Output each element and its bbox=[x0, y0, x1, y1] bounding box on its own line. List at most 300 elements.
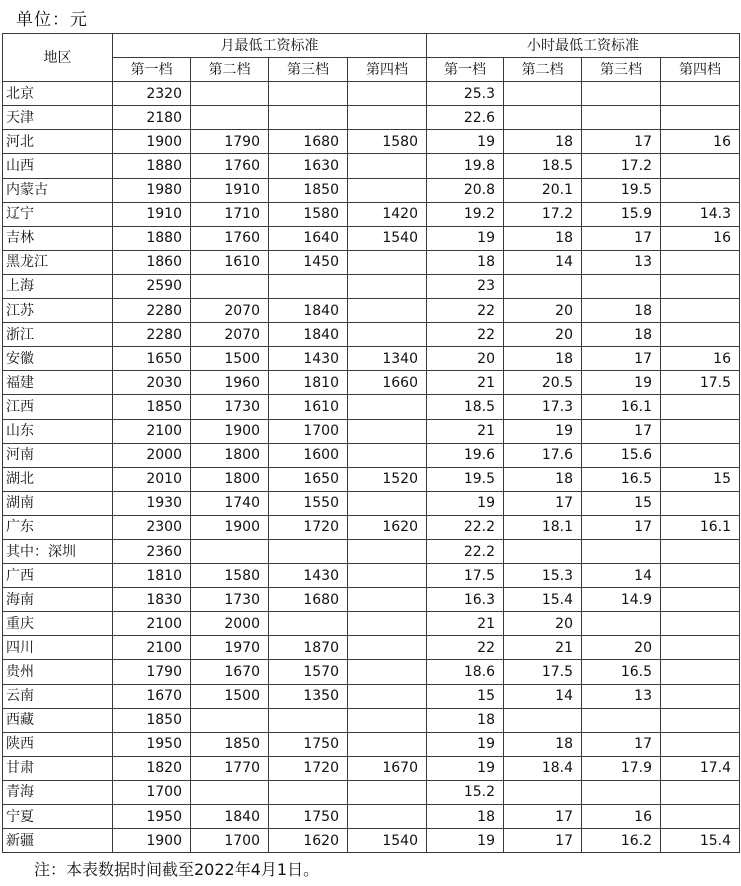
hourly-tier-4-cell bbox=[661, 684, 740, 708]
region-cell: 江苏 bbox=[3, 299, 113, 323]
hourly-tier-1-cell: 23 bbox=[427, 274, 504, 298]
hourly-tier-1-cell: 16.3 bbox=[427, 588, 504, 612]
region-column-header: 地区 bbox=[3, 34, 113, 82]
hourly-tier-4-cell: 16 bbox=[661, 347, 740, 371]
hourly-tier-3-cell: 16.5 bbox=[582, 467, 661, 491]
region-cell: 河北 bbox=[3, 130, 113, 154]
table-row bbox=[3, 829, 740, 853]
hourly-tier-2-cell: 17 bbox=[504, 805, 582, 829]
hourly-tier-4-cell bbox=[661, 564, 740, 588]
hourly-tier-2-cell bbox=[504, 274, 582, 298]
monthly-tier-1-cell: 1900 bbox=[113, 829, 191, 853]
hourly-tier-4-cell bbox=[661, 250, 740, 274]
unit-label: 单位：元 bbox=[16, 10, 88, 30]
region-cell: 广东 bbox=[3, 515, 113, 539]
hourly-tier-3-cell: 17.2 bbox=[582, 154, 661, 178]
table-row bbox=[3, 154, 740, 178]
hourly-tier-1-cell: 19 bbox=[427, 491, 504, 515]
hourly-tier-1-cell: 20 bbox=[427, 347, 504, 371]
table-row bbox=[3, 805, 740, 829]
monthly-tier-2-cell: 1800 bbox=[191, 467, 269, 491]
hourly-tier-2-cell bbox=[504, 82, 582, 106]
hourly-tier-2-cell: 17.5 bbox=[504, 660, 582, 684]
monthly-tier-1-cell: 2280 bbox=[113, 323, 191, 347]
monthly-tier-1-cell: 1950 bbox=[113, 732, 191, 756]
hourly-tier-1-cell: 22 bbox=[427, 299, 504, 323]
hourly-tier-4-cell bbox=[661, 780, 740, 804]
monthly-tier-3-cell: 1720 bbox=[269, 515, 348, 539]
hourly-tier-1-cell: 18 bbox=[427, 250, 504, 274]
monthly-tier-2-cell: 1800 bbox=[191, 443, 269, 467]
footnote: 注：本表数据时间截至2022年4月1日。 bbox=[34, 860, 320, 879]
monthly-tier-4-cell bbox=[348, 323, 427, 347]
monthly-tier-1-cell: 1850 bbox=[113, 708, 191, 732]
hourly-tier-2-cell: 17.6 bbox=[504, 443, 582, 467]
hourly-tier-3-cell: 14.9 bbox=[582, 588, 661, 612]
monthly-tier-3-cell bbox=[269, 780, 348, 804]
hourly-tier-3-cell: 17 bbox=[582, 226, 661, 250]
monthly-tier-4-cell bbox=[348, 274, 427, 298]
region-cell: 内蒙古 bbox=[3, 178, 113, 202]
hourly-tier-1-cell: 22.2 bbox=[427, 539, 504, 563]
hourly-tier-2-cell: 14 bbox=[504, 684, 582, 708]
table-row bbox=[3, 202, 740, 226]
region-cell: 天津 bbox=[3, 106, 113, 130]
table-body bbox=[3, 82, 740, 853]
monthly-tier-2-cell: 2070 bbox=[191, 299, 269, 323]
hourly-tier-4-cell: 15.4 bbox=[661, 829, 740, 853]
monthly-tier-1-cell: 1850 bbox=[113, 395, 191, 419]
table-row bbox=[3, 491, 740, 515]
table-row bbox=[3, 274, 740, 298]
monthly-tier-3-cell bbox=[269, 82, 348, 106]
monthly-tier-1-cell: 1670 bbox=[113, 684, 191, 708]
monthly-tier-4-cell bbox=[348, 82, 427, 106]
hourly-tier-4-cell bbox=[661, 732, 740, 756]
hourly-tier-4-cell bbox=[661, 323, 740, 347]
monthly-tier-3-cell bbox=[269, 708, 348, 732]
hourly-tier-2-cell bbox=[504, 708, 582, 732]
monthly-tier-3-cell: 1700 bbox=[269, 419, 348, 443]
hourly-tier-1-cell: 18 bbox=[427, 708, 504, 732]
monthly-tier-2-cell bbox=[191, 780, 269, 804]
region-cell: 辽宁 bbox=[3, 202, 113, 226]
table-row bbox=[3, 106, 740, 130]
hourly-tier-3-cell: 18 bbox=[582, 299, 661, 323]
monthly-tier-4-cell bbox=[348, 250, 427, 274]
hourly-tier-2-cell: 18 bbox=[504, 467, 582, 491]
hourly-tier-1-cell: 22 bbox=[427, 636, 504, 660]
hourly-tier-1-cell: 19.8 bbox=[427, 154, 504, 178]
monthly-tier-3-cell: 1350 bbox=[269, 684, 348, 708]
monthly-tier-3-cell: 1430 bbox=[269, 347, 348, 371]
monthly-tier-3-cell: 1430 bbox=[269, 564, 348, 588]
monthly-tier-1-cell: 2100 bbox=[113, 636, 191, 660]
monthly-tier-4-cell bbox=[348, 419, 427, 443]
monthly-tier-4-cell bbox=[348, 780, 427, 804]
monthly-tier-1-cell: 1810 bbox=[113, 564, 191, 588]
monthly-tier-3-cell: 1630 bbox=[269, 154, 348, 178]
hourly-tier-4-cell bbox=[661, 299, 740, 323]
hourly-tier-2-cell: 20 bbox=[504, 323, 582, 347]
hourly-tier-2-cell: 18 bbox=[504, 226, 582, 250]
monthly-tier-2-cell: 1730 bbox=[191, 395, 269, 419]
region-cell: 安徽 bbox=[3, 347, 113, 371]
monthly-tier-3-cell: 1450 bbox=[269, 250, 348, 274]
monthly-tier-3-cell: 1680 bbox=[269, 130, 348, 154]
monthly-tier-1-cell: 2280 bbox=[113, 299, 191, 323]
monthly-tier-2-cell bbox=[191, 82, 269, 106]
monthly-tier-4-cell bbox=[348, 178, 427, 202]
region-cell: 湖南 bbox=[3, 491, 113, 515]
hourly-tier-2-cell: 19 bbox=[504, 419, 582, 443]
monthly-tier-3-cell: 1750 bbox=[269, 732, 348, 756]
monthly-tier-2-cell: 1580 bbox=[191, 564, 269, 588]
hourly-tier-4-header: 第四档 bbox=[661, 58, 740, 82]
hourly-tier-4-cell bbox=[661, 491, 740, 515]
monthly-tier-2-cell: 1900 bbox=[191, 515, 269, 539]
hourly-tier-2-cell: 21 bbox=[504, 636, 582, 660]
monthly-tier-4-cell bbox=[348, 805, 427, 829]
header-row-tiers bbox=[3, 58, 740, 82]
monthly-tier-3-cell bbox=[269, 274, 348, 298]
hourly-tier-1-cell: 20.8 bbox=[427, 178, 504, 202]
region-cell: 黑龙江 bbox=[3, 250, 113, 274]
hourly-tier-1-cell: 15.2 bbox=[427, 780, 504, 804]
hourly-tier-1-cell: 19.6 bbox=[427, 443, 504, 467]
region-cell: 北京 bbox=[3, 82, 113, 106]
monthly-tier-3-cell: 1640 bbox=[269, 226, 348, 250]
hourly-tier-4-cell: 16 bbox=[661, 130, 740, 154]
hourly-tier-4-cell bbox=[661, 82, 740, 106]
hourly-tier-2-cell: 17.2 bbox=[504, 202, 582, 226]
hourly-tier-3-cell bbox=[582, 539, 661, 563]
monthly-tier-4-cell bbox=[348, 299, 427, 323]
monthly-tier-3-cell bbox=[269, 106, 348, 130]
hourly-tier-1-cell: 21 bbox=[427, 371, 504, 395]
header-row-groups bbox=[3, 34, 740, 58]
table-row bbox=[3, 780, 740, 804]
monthly-tier-1-cell: 2300 bbox=[113, 515, 191, 539]
monthly-tier-2-cell: 1730 bbox=[191, 588, 269, 612]
monthly-tier-2-cell bbox=[191, 274, 269, 298]
monthly-tier-4-cell bbox=[348, 491, 427, 515]
hourly-tier-2-cell bbox=[504, 539, 582, 563]
monthly-tier-4-cell: 1670 bbox=[348, 756, 427, 780]
hourly-tier-3-cell bbox=[582, 274, 661, 298]
monthly-tier-3-cell: 1600 bbox=[269, 443, 348, 467]
hourly-tier-3-cell: 17 bbox=[582, 732, 661, 756]
hourly-tier-3-cell: 19 bbox=[582, 371, 661, 395]
monthly-tier-4-cell bbox=[348, 443, 427, 467]
monthly-tier-4-cell: 1340 bbox=[348, 347, 427, 371]
hourly-tier-3-cell: 15.6 bbox=[582, 443, 661, 467]
hourly-tier-2-cell: 14 bbox=[504, 250, 582, 274]
hourly-tier-1-header: 第一档 bbox=[427, 58, 504, 82]
monthly-tier-4-cell bbox=[348, 539, 427, 563]
hourly-tier-1-cell: 21 bbox=[427, 612, 504, 636]
hourly-tier-2-header: 第二档 bbox=[504, 58, 582, 82]
hourly-tier-4-cell bbox=[661, 636, 740, 660]
hourly-tier-2-cell bbox=[504, 780, 582, 804]
hourly-tier-3-cell: 14 bbox=[582, 564, 661, 588]
monthly-tier-1-cell: 2320 bbox=[113, 82, 191, 106]
monthly-tier-1-cell: 2000 bbox=[113, 443, 191, 467]
hourly-tier-4-cell: 16 bbox=[661, 226, 740, 250]
hourly-tier-4-cell bbox=[661, 419, 740, 443]
hourly-tier-3-cell: 15.9 bbox=[582, 202, 661, 226]
monthly-tier-3-cell: 1810 bbox=[269, 371, 348, 395]
table-row bbox=[3, 636, 740, 660]
hourly-tier-1-cell: 18.5 bbox=[427, 395, 504, 419]
region-cell: 上海 bbox=[3, 274, 113, 298]
monthly-tier-3-cell: 1750 bbox=[269, 805, 348, 829]
monthly-tier-2-cell: 1760 bbox=[191, 226, 269, 250]
hourly-tier-4-cell bbox=[661, 443, 740, 467]
hourly-tier-1-cell: 17.5 bbox=[427, 564, 504, 588]
hourly-tier-3-cell: 17 bbox=[582, 515, 661, 539]
table-row bbox=[3, 299, 740, 323]
table-row bbox=[3, 660, 740, 684]
monthly-tier-4-cell bbox=[348, 732, 427, 756]
monthly-tier-3-cell: 1850 bbox=[269, 178, 348, 202]
monthly-tier-2-cell: 2070 bbox=[191, 323, 269, 347]
hourly-tier-3-cell: 16.5 bbox=[582, 660, 661, 684]
monthly-tier-1-cell: 1910 bbox=[113, 202, 191, 226]
hourly-tier-3-cell bbox=[582, 612, 661, 636]
monthly-tier-2-cell: 1770 bbox=[191, 756, 269, 780]
hourly-tier-4-cell bbox=[661, 660, 740, 684]
monthly-tier-1-cell: 1860 bbox=[113, 250, 191, 274]
hourly-tier-2-cell: 18 bbox=[504, 130, 582, 154]
monthly-tier-4-cell: 1540 bbox=[348, 226, 427, 250]
hourly-tier-1-cell: 19 bbox=[427, 226, 504, 250]
monthly-tier-2-header: 第二档 bbox=[191, 58, 269, 82]
table-row bbox=[3, 82, 740, 106]
region-cell: 吉林 bbox=[3, 226, 113, 250]
hourly-tier-4-cell bbox=[661, 274, 740, 298]
region-cell: 广西 bbox=[3, 564, 113, 588]
region-cell: 浙江 bbox=[3, 323, 113, 347]
monthly-tier-4-cell: 1520 bbox=[348, 467, 427, 491]
monthly-tier-4-cell bbox=[348, 564, 427, 588]
region-cell: 河南 bbox=[3, 443, 113, 467]
monthly-tier-3-header: 第三档 bbox=[269, 58, 348, 82]
hourly-tier-4-cell bbox=[661, 539, 740, 563]
monthly-tier-4-cell: 1620 bbox=[348, 515, 427, 539]
monthly-tier-1-cell: 1880 bbox=[113, 226, 191, 250]
monthly-tier-1-cell: 2010 bbox=[113, 467, 191, 491]
region-cell: 重庆 bbox=[3, 612, 113, 636]
hourly-tier-4-cell bbox=[661, 395, 740, 419]
hourly-tier-2-cell: 18 bbox=[504, 347, 582, 371]
hourly-tier-1-cell: 19 bbox=[427, 756, 504, 780]
monthly-tier-4-cell bbox=[348, 708, 427, 732]
hourly-tier-4-cell: 17.4 bbox=[661, 756, 740, 780]
monthly-tier-2-cell bbox=[191, 708, 269, 732]
hourly-tier-2-cell: 18.1 bbox=[504, 515, 582, 539]
monthly-tier-3-cell: 1610 bbox=[269, 395, 348, 419]
hourly-tier-2-cell: 18.5 bbox=[504, 154, 582, 178]
hourly-tier-4-cell: 16.1 bbox=[661, 515, 740, 539]
monthly-tier-3-cell bbox=[269, 539, 348, 563]
region-cell: 西藏 bbox=[3, 708, 113, 732]
monthly-tier-4-cell: 1540 bbox=[348, 829, 427, 853]
hourly-tier-2-cell: 20 bbox=[504, 299, 582, 323]
monthly-tier-2-cell: 1710 bbox=[191, 202, 269, 226]
hourly-tier-1-cell: 25.3 bbox=[427, 82, 504, 106]
monthly-tier-1-cell: 1980 bbox=[113, 178, 191, 202]
monthly-tier-2-cell: 1840 bbox=[191, 805, 269, 829]
hourly-tier-3-cell: 13 bbox=[582, 250, 661, 274]
monthly-tier-4-cell: 1420 bbox=[348, 202, 427, 226]
hourly-tier-4-cell bbox=[661, 612, 740, 636]
hourly-tier-2-cell: 20.5 bbox=[504, 371, 582, 395]
table-row bbox=[3, 612, 740, 636]
monthly-tier-1-cell: 1700 bbox=[113, 780, 191, 804]
table-row bbox=[3, 395, 740, 419]
monthly-tier-3-cell: 1580 bbox=[269, 202, 348, 226]
monthly-tier-1-header: 第一档 bbox=[113, 58, 191, 82]
hourly-tier-4-cell bbox=[661, 805, 740, 829]
hourly-tier-4-cell bbox=[661, 588, 740, 612]
hourly-tier-3-cell: 17.9 bbox=[582, 756, 661, 780]
region-cell: 云南 bbox=[3, 684, 113, 708]
monthly-tier-3-cell bbox=[269, 612, 348, 636]
monthly-tier-4-cell bbox=[348, 588, 427, 612]
hourly-tier-2-cell: 17.3 bbox=[504, 395, 582, 419]
hourly-tier-3-cell bbox=[582, 780, 661, 804]
table-row bbox=[3, 226, 740, 250]
region-cell: 青海 bbox=[3, 780, 113, 804]
hourly-tier-4-cell: 17.5 bbox=[661, 371, 740, 395]
monthly-tier-4-cell bbox=[348, 684, 427, 708]
monthly-tier-2-cell: 1910 bbox=[191, 178, 269, 202]
monthly-tier-3-cell: 1550 bbox=[269, 491, 348, 515]
table-row bbox=[3, 178, 740, 202]
hourly-tier-2-cell: 20 bbox=[504, 612, 582, 636]
monthly-tier-1-cell: 1830 bbox=[113, 588, 191, 612]
hourly-tier-3-cell bbox=[582, 708, 661, 732]
hourly-tier-1-cell: 18 bbox=[427, 805, 504, 829]
monthly-tier-2-cell: 1970 bbox=[191, 636, 269, 660]
hourly-tier-2-cell: 18 bbox=[504, 732, 582, 756]
monthly-tier-2-cell: 1850 bbox=[191, 732, 269, 756]
region-cell: 湖北 bbox=[3, 467, 113, 491]
hourly-tier-1-cell: 19.5 bbox=[427, 467, 504, 491]
monthly-tier-3-cell: 1840 bbox=[269, 323, 348, 347]
hourly-tier-3-cell: 16.1 bbox=[582, 395, 661, 419]
monthly-tier-4-cell: 1580 bbox=[348, 130, 427, 154]
hourly-tier-3-cell: 17 bbox=[582, 130, 661, 154]
hourly-tier-3-cell bbox=[582, 106, 661, 130]
monthly-tier-3-cell: 1650 bbox=[269, 467, 348, 491]
monthly-tier-1-cell: 1650 bbox=[113, 347, 191, 371]
hourly-tier-2-cell: 17 bbox=[504, 491, 582, 515]
monthly-tier-4-header: 第四档 bbox=[348, 58, 427, 82]
monthly-tier-1-cell: 1790 bbox=[113, 660, 191, 684]
monthly-tier-2-cell: 1700 bbox=[191, 829, 269, 853]
hourly-tier-1-cell: 19 bbox=[427, 130, 504, 154]
monthly-tier-1-cell: 2180 bbox=[113, 106, 191, 130]
table-row bbox=[3, 347, 740, 371]
hourly-tier-1-cell: 22.2 bbox=[427, 515, 504, 539]
monthly-tier-2-cell bbox=[191, 539, 269, 563]
monthly-tier-2-cell: 2000 bbox=[191, 612, 269, 636]
hourly-tier-3-cell: 18 bbox=[582, 323, 661, 347]
monthly-tier-2-cell: 1500 bbox=[191, 684, 269, 708]
hourly-tier-3-cell: 15 bbox=[582, 491, 661, 515]
monthly-group-header: 月最低工资标准 bbox=[113, 34, 427, 58]
monthly-tier-1-cell: 1930 bbox=[113, 491, 191, 515]
hourly-tier-3-cell: 17 bbox=[582, 419, 661, 443]
monthly-tier-1-cell: 1880 bbox=[113, 154, 191, 178]
region-cell: 江西 bbox=[3, 395, 113, 419]
monthly-tier-1-cell: 2030 bbox=[113, 371, 191, 395]
monthly-tier-2-cell: 1740 bbox=[191, 491, 269, 515]
region-cell: 海南 bbox=[3, 588, 113, 612]
monthly-tier-1-cell: 2100 bbox=[113, 612, 191, 636]
hourly-tier-1-cell: 19.2 bbox=[427, 202, 504, 226]
monthly-tier-1-cell: 1900 bbox=[113, 130, 191, 154]
monthly-tier-3-cell: 1680 bbox=[269, 588, 348, 612]
hourly-tier-4-cell bbox=[661, 154, 740, 178]
hourly-tier-2-cell: 18.4 bbox=[504, 756, 582, 780]
hourly-tier-3-cell: 17 bbox=[582, 347, 661, 371]
monthly-tier-1-cell: 1950 bbox=[113, 805, 191, 829]
monthly-tier-1-cell: 1820 bbox=[113, 756, 191, 780]
table-row bbox=[3, 467, 740, 491]
hourly-tier-3-cell bbox=[582, 82, 661, 106]
hourly-group-header: 小时最低工资标准 bbox=[427, 34, 740, 58]
monthly-tier-2-cell: 1670 bbox=[191, 660, 269, 684]
table-row bbox=[3, 323, 740, 347]
hourly-tier-1-cell: 18.6 bbox=[427, 660, 504, 684]
table-row bbox=[3, 684, 740, 708]
table-row bbox=[3, 539, 740, 563]
monthly-tier-1-cell: 2100 bbox=[113, 419, 191, 443]
monthly-tier-3-cell: 1840 bbox=[269, 299, 348, 323]
hourly-tier-1-cell: 19 bbox=[427, 732, 504, 756]
hourly-tier-3-cell: 20 bbox=[582, 636, 661, 660]
table-row bbox=[3, 250, 740, 274]
monthly-tier-1-cell: 2590 bbox=[113, 274, 191, 298]
table-row bbox=[3, 443, 740, 467]
hourly-tier-1-cell: 22.6 bbox=[427, 106, 504, 130]
region-cell: 四川 bbox=[3, 636, 113, 660]
monthly-tier-3-cell: 1720 bbox=[269, 756, 348, 780]
monthly-tier-4-cell bbox=[348, 636, 427, 660]
monthly-tier-2-cell: 1790 bbox=[191, 130, 269, 154]
region-cell: 贵州 bbox=[3, 660, 113, 684]
hourly-tier-2-cell bbox=[504, 106, 582, 130]
hourly-tier-4-cell bbox=[661, 106, 740, 130]
hourly-tier-3-cell: 16 bbox=[582, 805, 661, 829]
monthly-tier-2-cell: 1900 bbox=[191, 419, 269, 443]
hourly-tier-4-cell bbox=[661, 708, 740, 732]
monthly-tier-2-cell: 1610 bbox=[191, 250, 269, 274]
monthly-tier-4-cell bbox=[348, 660, 427, 684]
table-row bbox=[3, 130, 740, 154]
hourly-tier-3-cell: 13 bbox=[582, 684, 661, 708]
hourly-tier-2-cell: 15.4 bbox=[504, 588, 582, 612]
monthly-tier-4-cell: 1660 bbox=[348, 371, 427, 395]
table-row bbox=[3, 708, 740, 732]
monthly-tier-2-cell: 1500 bbox=[191, 347, 269, 371]
hourly-tier-4-cell: 15 bbox=[661, 467, 740, 491]
region-cell: 福建 bbox=[3, 371, 113, 395]
table-row bbox=[3, 419, 740, 443]
